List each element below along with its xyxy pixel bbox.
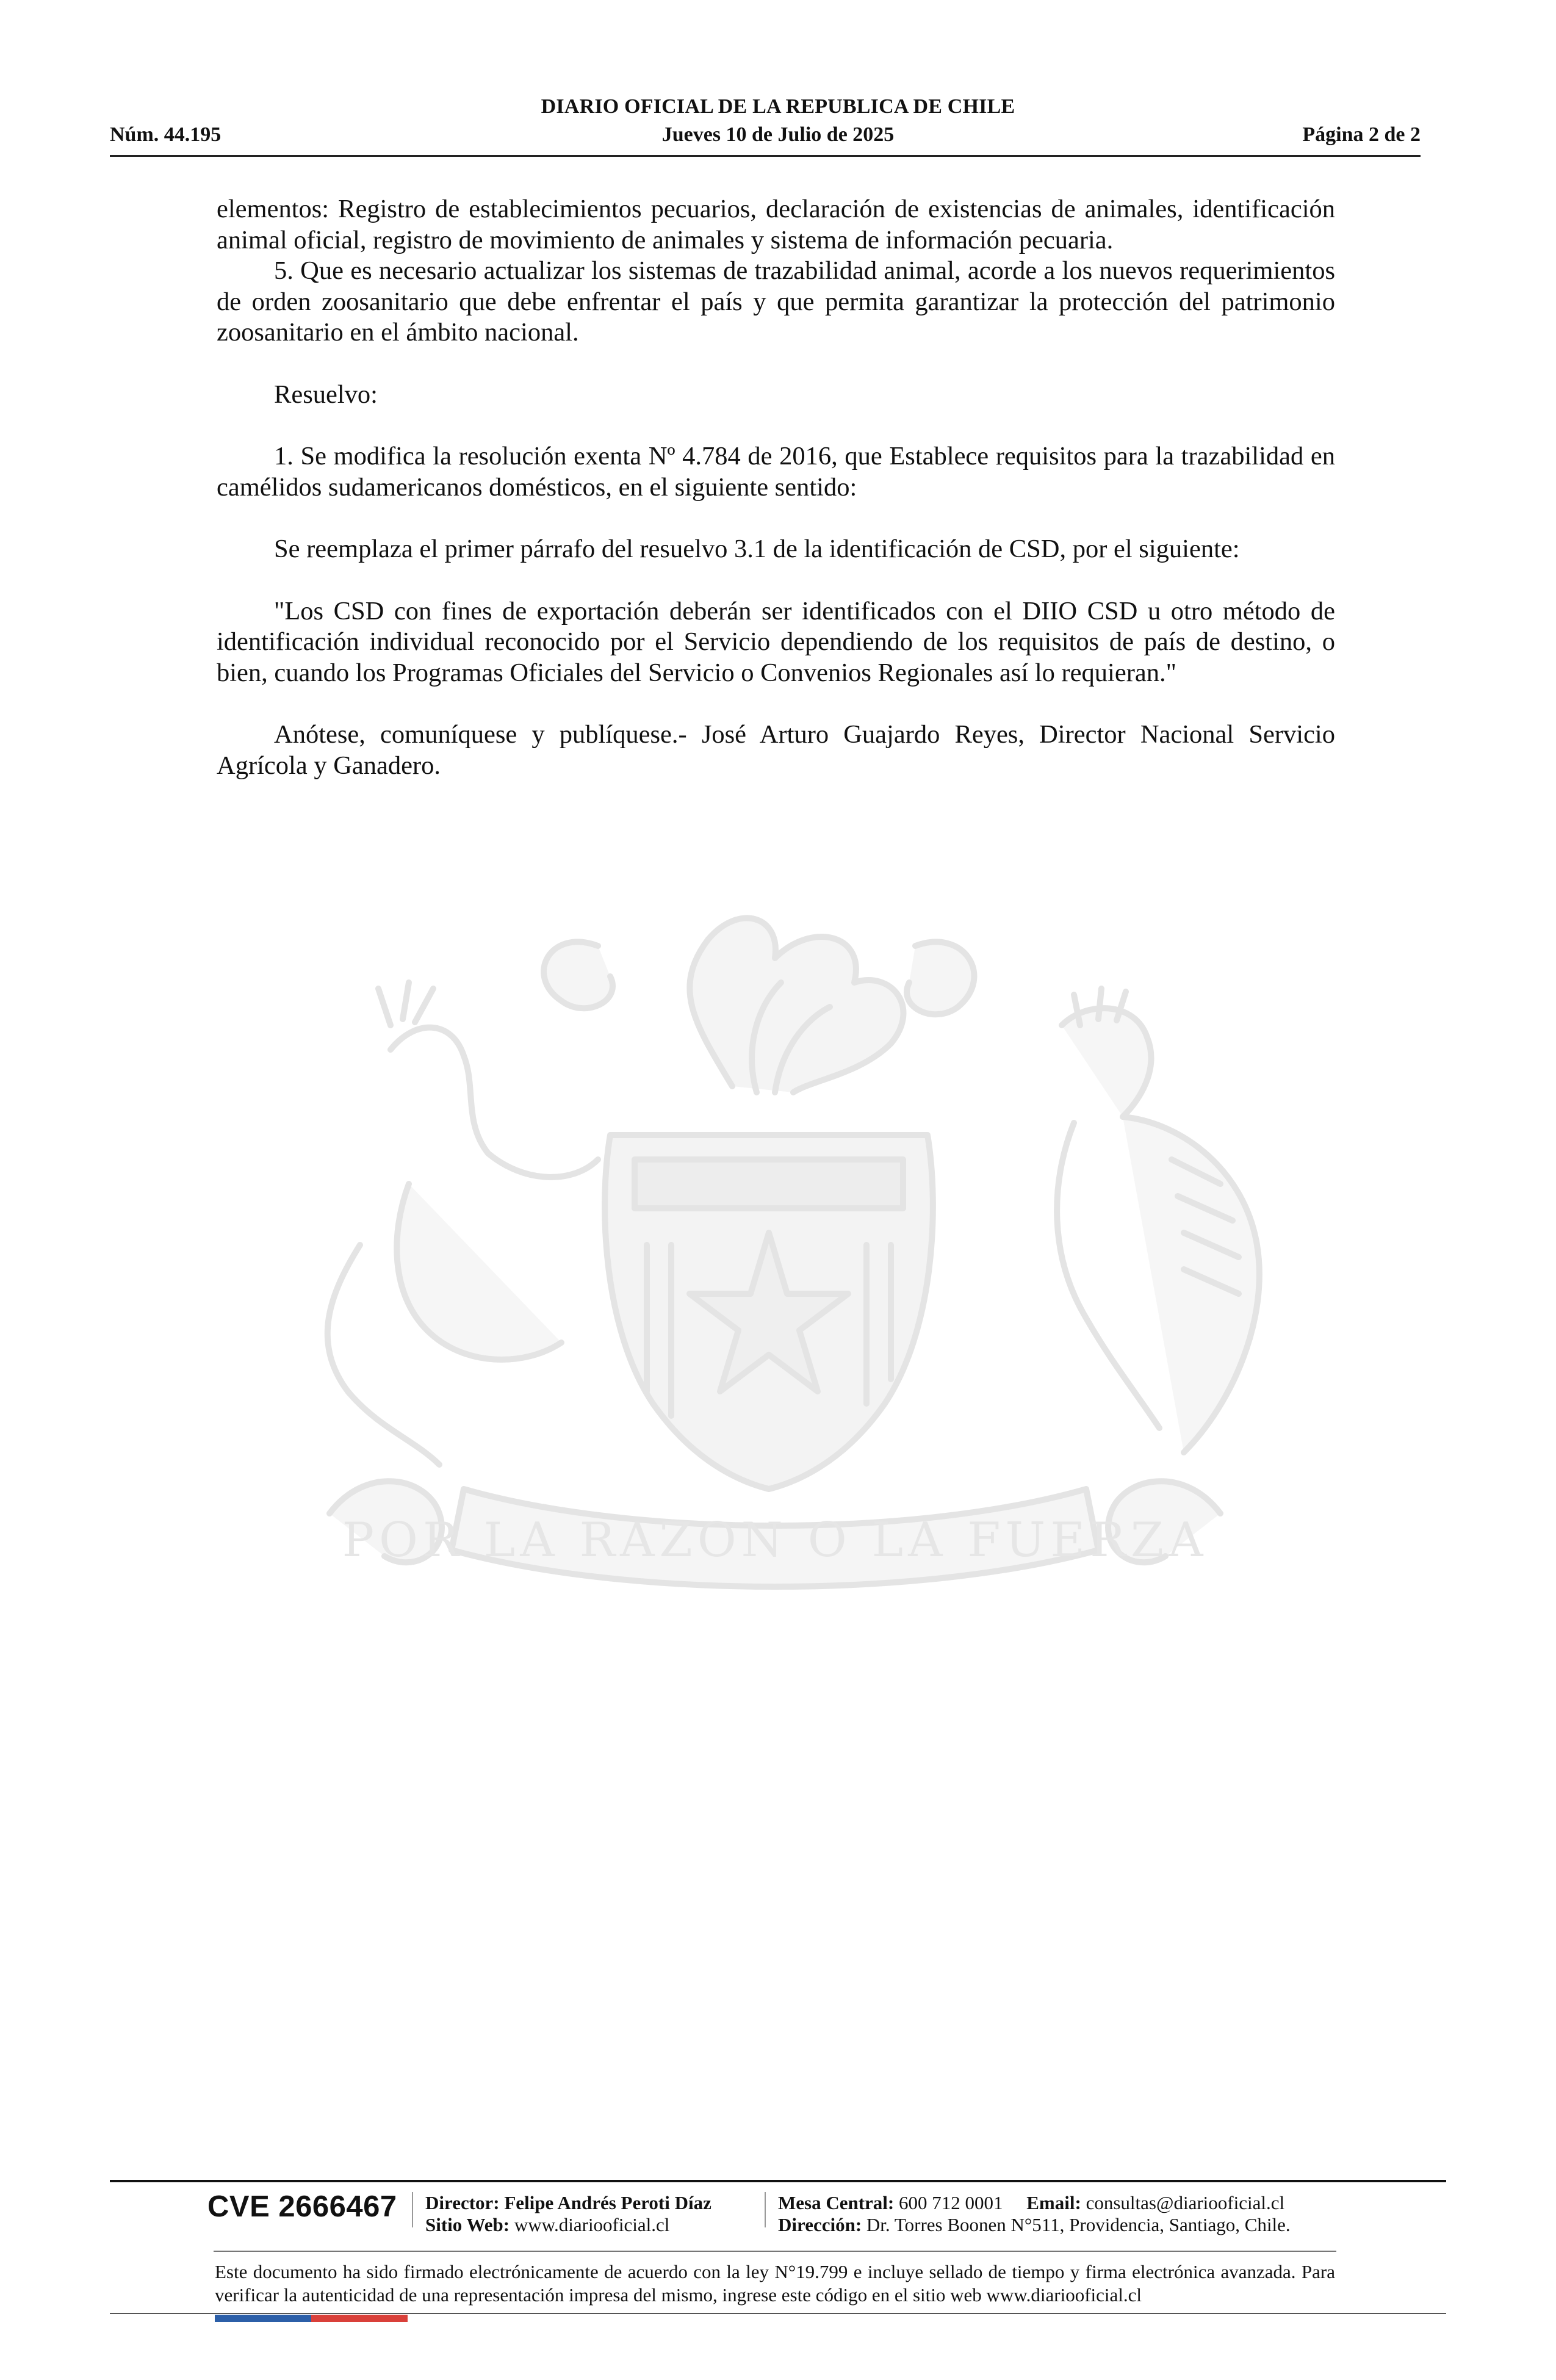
footer-website bbox=[425, 2214, 669, 2236]
flag-stripe-blue bbox=[215, 2315, 311, 2322]
issue-number: Núm. 44.195 bbox=[110, 123, 222, 146]
website-label: Sitio Web: bbox=[425, 2214, 510, 2235]
footer-separator bbox=[765, 2192, 766, 2227]
footer-divider-top bbox=[110, 2180, 1446, 2182]
footer-divider-middle bbox=[214, 2251, 1336, 2252]
footer-divider-bottom bbox=[110, 2313, 1446, 2314]
address-value: Dr. Torres Boonen N°511, Providencia, Santiago, Chile. bbox=[866, 2214, 1291, 2235]
website-link[interactable]: www.diariooficial.cl bbox=[514, 2214, 670, 2235]
header-divider bbox=[110, 155, 1421, 157]
flag-stripe-red bbox=[311, 2315, 408, 2322]
page-indicator: Página 2 de 2 bbox=[1302, 123, 1421, 146]
paragraph-considerando-5: 5. Que es necesario actualizar los sistemas de trazabilidad animal, acorde a los nuevos requerimientos de orden zoosanitario que debe enfrentar el país y que permita garantizar la protección del patrimonio zoosanitario en el ámbito nacional. bbox=[217, 256, 1335, 347]
footer-address bbox=[778, 2214, 1291, 2236]
paragraph-replacement: Se reemplaza el primer párrafo del resuelvo 3.1 de la identificación de CSD, por el siguiente: bbox=[274, 535, 1240, 563]
footer-separator bbox=[412, 2192, 413, 2227]
email-link[interactable]: consultas@diariooficial.cl bbox=[1086, 2192, 1285, 2213]
footer-legal-notice: Este documento ha sido firmado electrónicamente de acuerdo con la ley N°19.799 e incluye sellado de tiempo y firma electrónica avanzada. Para verificar la autenticidad de una representación impresa del mismo, ingrese este código en el sitio web www.diariooficial.cl bbox=[215, 2261, 1335, 2306]
paragraph-elements: elementos: Registro de establecimientos pecuarios, declaración de existencias de animales, identificación animal oficial, registro de movimiento de animales y sistema de información pecuaria. bbox=[217, 195, 1335, 254]
coat-of-arms-watermark bbox=[207, 867, 1342, 1660]
document-body bbox=[217, 194, 1335, 781]
paragraph-signature: Anótese, comuníquese y publíquese.- José Arturo Guajardo Reyes, Director Nacional Servicio Agrícola y Ganadero. bbox=[217, 720, 1335, 780]
cve-code: CVE 2666467 bbox=[207, 2190, 397, 2223]
director-label: Director: bbox=[425, 2192, 500, 2213]
issue-date: Jueves 10 de Julio de 2025 bbox=[661, 123, 895, 146]
watermark-motto: POR LA RAZON O LA FUERZA bbox=[342, 1513, 1208, 1568]
director-name: Felipe Andrés Peroti Díaz bbox=[504, 2192, 711, 2213]
publication-title: DIARIO OFICIAL DE LA REPUBLICA DE CHILE bbox=[541, 95, 1015, 118]
paragraph-quoted-text: "Los CSD con fines de exportación deberán ser identificados con el DIIO CSD u otro método de identificación individual reconocido por el Servicio dependiendo de los requisitos de país de destino, o bien, cuando los Programas Oficiales del Servicio o Convenios Regionales así lo requieran." bbox=[217, 596, 1335, 687]
address-label: Dirección: bbox=[778, 2214, 862, 2235]
email-label: Email: bbox=[1026, 2192, 1081, 2213]
paragraph-resolution-1: 1. Se modifica la resolución exenta Nº 4.784 de 2016, que Establece requisitos para la trazabilidad en camélidos sudamericanos domésticos, en el siguiente sentido: bbox=[217, 442, 1335, 502]
footer-director bbox=[425, 2192, 711, 2214]
mesa-value: 600 712 0001 bbox=[899, 2192, 1003, 2213]
paragraph-resuelvo: Resuelvo: bbox=[274, 380, 378, 409]
footer-contact bbox=[778, 2192, 1284, 2214]
mesa-label: Mesa Central: bbox=[778, 2192, 895, 2213]
